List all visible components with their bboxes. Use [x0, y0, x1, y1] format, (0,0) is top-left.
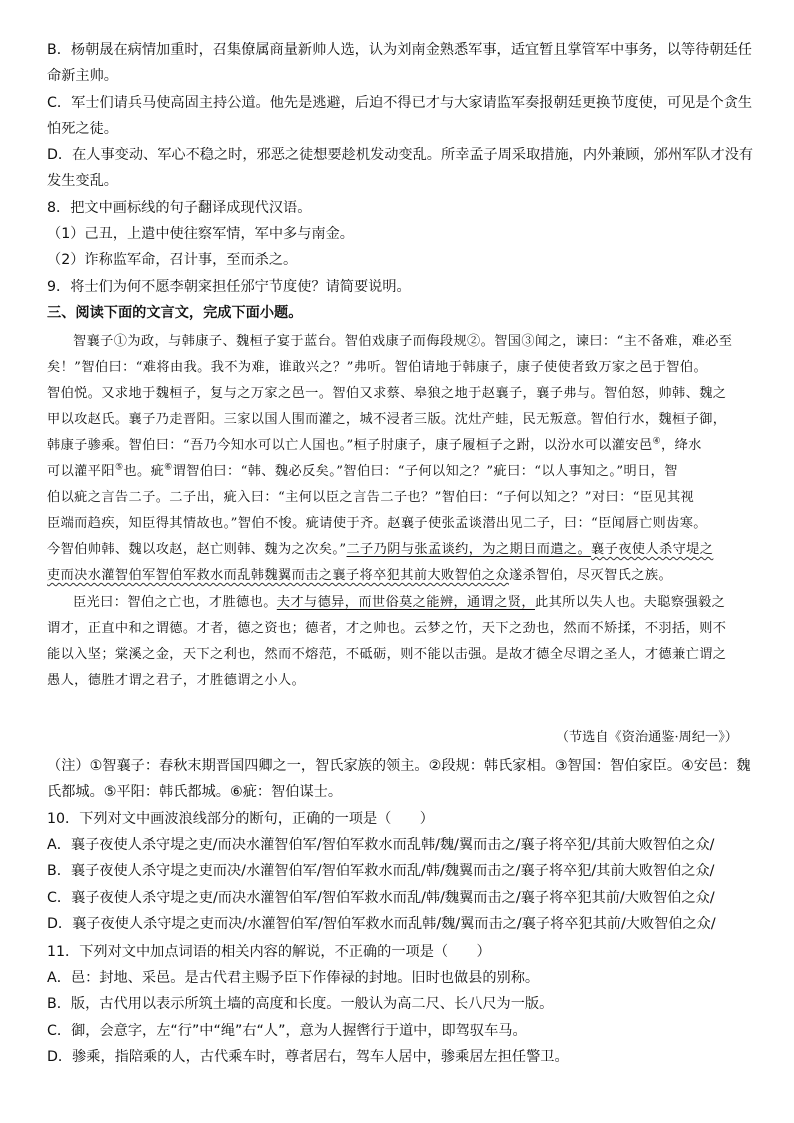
option-7b-line2: 命新主帅。	[47, 68, 118, 84]
wavy-underlined-segment: 襄子夜使人杀守堤之	[591, 542, 714, 557]
underlined-translation-sentence: 二子乃阴与张孟谈约，为之期日而遣之。	[346, 542, 592, 557]
source-citation: （节选自《资治通鉴·周纪一》）	[555, 730, 738, 745]
option-7c-line2: 怕死之徒。	[47, 121, 118, 137]
classical-text-segment: 臣光曰：智伯之亡也，才胜德也。	[73, 595, 277, 610]
footnote-marker: ⑤	[114, 462, 124, 473]
question-8-item-2: （2）诈称监军命，召计事，至而杀之。	[47, 252, 298, 268]
classical-text-segment: 也。疵	[123, 464, 165, 479]
classical-text-line: 愚人，德胜才谓之君子，才胜德谓之小人。	[47, 673, 306, 688]
classical-text-line: 智襄子①为政，与韩康子、魏桓子宴于蓝台。智伯戏康子而侮段规②。智国③闻之，谏曰：“主不备难，难必至	[73, 334, 733, 349]
question-9-stem: 9．将士们为何不愿李朝寀担任邠宁节度使？请简要说明。	[47, 279, 411, 295]
question-11-stem: 11．下列对文中加点词语的相关内容的解说，不正确的一项是（ ）	[47, 944, 491, 960]
notes-line2: 氏都城。⑤平阳：韩氏都城。⑥疵：智伯谋士。	[47, 784, 343, 800]
option-7d-line2: 发生变乱。	[47, 173, 118, 189]
classical-text-line: 谓才，正直中和之谓德。才者，德之资也；德者，才之帅也。云梦之竹，天下之劲也，然而不矫揉，不羽括，则不	[47, 621, 727, 636]
classical-text-line: 能以入坚；棠溪之金，天下之利也，然而不熔范，不砥砺，则不能以击强。是故才德全尽谓之圣人，才德兼亡谓之	[47, 647, 727, 662]
option-7b-line1: B．杨朝晟在病情加重时，召集僚属商量新帅人选，认为刘南金熟悉军事，适宜暂且掌管军中事务，以等待朝廷任	[47, 42, 752, 58]
question-10-option-c: C．襄子夜使人杀守堤之吏/而决水灌智伯军/智伯军救水而乱/韩/魏翼而击之/襄子将卒犯其前/大败智伯之众/	[47, 890, 715, 906]
classical-text-line	[47, 565, 769, 587]
classical-text-segment: 遂杀智伯，尽灭智氏之族。	[508, 568, 673, 583]
section-3-heading: 三、阅读下面的文言文，完成下面小题。	[47, 305, 303, 321]
question-11-option-d: D．骖乘，指陪乘的人，古代乘车时，尊者居右，驾车人居中，骖乘居左担任警卫。	[47, 1049, 569, 1065]
question-10-option-d: D．襄子夜使人杀守堤之吏而决/水灌智伯军/智伯军救水而乱韩/魏/翼而击之/襄子将卒犯其前/大败智伯之众/	[47, 916, 716, 932]
classical-text-line	[47, 461, 769, 483]
question-11-option-a: A．邑：封地、采邑。是古代君主赐予臣下作俸禄的封地。旧时也做县的别称。	[47, 970, 540, 986]
classical-text-segment: 可以灌平阳	[47, 464, 115, 479]
classical-text-segment: ，绛水	[661, 438, 702, 453]
classical-text-segment: 韩康子骖乘。智伯曰：“吾乃今知水可以亡人国也。”桓子肘康子，康子履桓子之跗，以汾水可以灌安邑	[47, 438, 653, 453]
classical-text-segment: 今智伯帅韩、魏以攻赵，赵亡则韩、魏为之次矣。”	[47, 542, 347, 557]
option-7d-line1: D．在人事变动、军心不稳之时，邪恶之徒想要趁机发动变乱。所幸孟子周采取措施，内外兼顾，邠州军队才没有	[47, 147, 754, 163]
classical-text-line: 伯以疵之言告二子。二子出，疵入曰：“主何以臣之言告二子也？”智伯曰：“子何以知之？”对曰：“臣见其视	[47, 490, 695, 505]
notes-line1: （注）①智襄子：春秋末期晋国四卿之一，智氏家族的领主。②段规：韩氏家相。③智国：智伯家臣。④安邑：魏	[47, 758, 751, 774]
classical-text-segment: 此其所以失人也。夫聪察强毅之	[534, 595, 726, 610]
wavy-underlined-segment: 吏而决水灌智伯军智伯军救水而乱韩魏翼而击之襄子将卒犯其前大败智伯之众	[47, 568, 509, 583]
question-10-option-b: B．襄子夜使人杀守堤之吏而决/水灌智伯军/智伯军救水而乱/韩/魏翼而击之/襄子将卒犯/其前大败智伯之众/	[47, 863, 715, 879]
classical-text-line	[47, 539, 769, 561]
classical-text-line: 矣！”智伯曰：“难将由我。我不为难，谁敢兴之？”弗听。智伯请地于韩康子，康子使使者致万家之邑于智伯。	[47, 360, 708, 375]
question-8-stem: 8．把文中画标线的句子翻译成现代汉语。	[47, 200, 312, 216]
underlined-translation-sentence: 夫才与德异，而世俗莫之能辨，通谓之贤，	[276, 595, 535, 610]
option-7c-line1: C．军士们请兵马使高固主持公道。他先是逃避，后迫不得已才与大家请监军奏报朝廷更换节度使，可见是个贪生	[47, 95, 753, 111]
classical-text-line	[73, 592, 794, 614]
question-8-item-1: （1）己丑，上遣中使往察军情，军中多与南金。	[47, 226, 354, 242]
classical-text-line: 臣端而趋疾，知臣得其情故也。”智伯不悛。疵请使于齐。赵襄子使张孟谈潜出见二子，曰：“臣闻唇亡则齿寒。	[47, 516, 707, 531]
question-11-option-c: C．御，会意字，左“行”中“绳”右“人”，意为人握辔行于道中，即驾驭车马。	[47, 1023, 527, 1039]
classical-text-line	[47, 435, 769, 457]
question-10-option-a: A．襄子夜使人杀守堤之吏/而决水灌智伯军/智伯军救水而乱韩/魏/翼而击之/襄子将卒犯/其前大败智伯之众/	[47, 837, 715, 853]
footnote-marker: ④	[652, 436, 661, 447]
question-10-stem: 10．下列对文中画波浪线部分的断句，正确的一项是（ ）	[47, 811, 434, 827]
classical-text-segment: 谓智伯曰：“韩、魏必反矣。”智伯曰：“子何以知之？”疵曰：“以人事知之。”明日，智	[172, 464, 678, 479]
classical-text-line: 甲以攻赵氏。襄子乃走晋阳。三家以国人围而灌之，城不浸者三版。沈灶产蛙，民无叛意。智伯行水，魏桓子御，	[47, 412, 727, 427]
classical-text-line: 智伯悦。又求地于魏桓子，复与之万家之邑一。智伯又求蔡、皋狼之地于赵襄子，襄子弗与。智伯怒，帅韩、魏之	[47, 386, 727, 401]
footnote-marker: ⑥	[164, 462, 173, 473]
question-11-option-b: B．版，古代用以表示所筑土墙的高度和长度。一般认为高二尺、长八尺为一版。	[47, 996, 554, 1012]
